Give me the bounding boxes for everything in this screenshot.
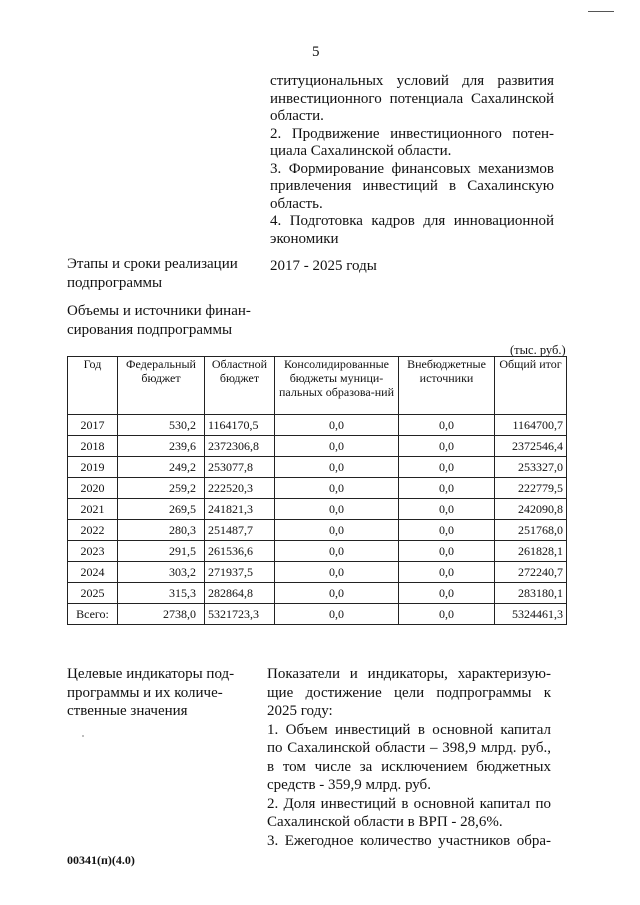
text-line: Показатели и индикаторы, характеризую-: [267, 666, 551, 682]
cell-municipal: 0,0: [275, 562, 399, 583]
cell-extrabudget: 0,0: [399, 436, 495, 457]
cell-year: 2022: [68, 520, 118, 541]
stages-label: [67, 255, 238, 292]
text-line: инвестиционного потенциала Сахалинской: [270, 90, 554, 107]
table-total-row: [68, 604, 567, 625]
label-line: Целевые индикаторы под-: [67, 666, 235, 682]
cell-regional: 251487,7: [205, 520, 275, 541]
table-row: [68, 583, 567, 604]
cell-municipal: 0,0: [275, 478, 399, 499]
text-line: привлечения инвестиций в Сахалинскую: [270, 178, 554, 194]
cell-total: 253327,0: [495, 457, 567, 478]
cell-extrabudget: 0,0: [399, 499, 495, 520]
cell-year: 2025: [68, 583, 118, 604]
header-municipal: Консолидированные бюджеты муници-пальных образова-ний: [275, 357, 399, 415]
text-line: 2025 году:: [267, 703, 333, 719]
cell-total: 242090,8: [495, 499, 567, 520]
indicators-label: [67, 665, 234, 721]
cell-municipal: 0,0: [275, 520, 399, 541]
cell-municipal: 0,0: [275, 436, 399, 457]
label-line: Этапы и сроки реализации: [67, 256, 238, 272]
cell-year: 2024: [68, 562, 118, 583]
cell-federal: 269,5: [118, 499, 205, 520]
table-row: [68, 541, 567, 562]
cell-regional: 222520,3: [205, 478, 275, 499]
cell-extrabudget: 0,0: [399, 541, 495, 562]
text-line: области.: [270, 108, 324, 124]
cell-total: 283180,1: [495, 583, 567, 604]
text-line: по Сахалинской области – 398,9 млрд. руб.,: [267, 740, 551, 756]
cell-federal: 303,2: [118, 562, 205, 583]
cell-extrabudget: 0,0: [399, 457, 495, 478]
text-line: область.: [270, 195, 323, 212]
cell-federal: 280,3: [118, 520, 205, 541]
corner-mark: [588, 11, 614, 12]
cell-regional: 261536,6: [205, 541, 275, 562]
table-row: [68, 520, 567, 541]
cell-extrabudget: 0,0: [399, 604, 495, 625]
cell-total: 2372546,4: [495, 436, 567, 457]
footer-code: 00341(п)(4.0): [67, 853, 135, 867]
cell-municipal: 0,0: [275, 457, 399, 478]
text-line: экономики: [270, 230, 339, 247]
cell-federal: 291,5: [118, 541, 205, 562]
text-line: 2. Доля инвестиций в основной капитал по: [267, 795, 551, 812]
cell-year: 2019: [68, 457, 118, 478]
text-line: ституциональных условий для развития: [270, 73, 554, 89]
cell-regional: 282864,8: [205, 583, 275, 604]
cell-total: 272240,7: [495, 562, 567, 583]
text-line: 3. Ежегодное количество участников обра-: [267, 832, 551, 849]
table-row: [68, 562, 567, 583]
text-line: в том числе за исключением бюджетных: [267, 758, 551, 775]
cell-federal: 530,2: [118, 415, 205, 436]
cell-federal: 239,6: [118, 436, 205, 457]
text-line: щие достижение цели подпрограммы к: [267, 684, 551, 701]
table-row: [68, 415, 567, 436]
text-line: 4. Подготовка кадров для инновационной: [270, 213, 554, 229]
cell-regional: 2372306,8: [205, 436, 275, 457]
cell-municipal: 0,0: [275, 604, 399, 625]
label-line: программы и их количе-: [67, 684, 223, 701]
text-line: средств - 359,9 млрд. руб.: [267, 777, 431, 793]
label-line: ственные значения: [67, 703, 188, 719]
cell-regional: 241821,3: [205, 499, 275, 520]
text-line: циала Сахалинской области.: [270, 143, 452, 159]
page-number: 5: [312, 44, 320, 60]
cell-year: 2017: [68, 415, 118, 436]
cell-total: 261828,1: [495, 541, 567, 562]
cell-total: 222779,5: [495, 478, 567, 499]
cell-year: 2018: [68, 436, 118, 457]
table-row: [68, 478, 567, 499]
cell-year: Всего:: [68, 604, 118, 625]
cell-regional: 271937,5: [205, 562, 275, 583]
cell-federal: 2738,0: [118, 604, 205, 625]
cell-municipal: 0,0: [275, 499, 399, 520]
label-line: подпрограммы: [67, 274, 163, 291]
header-year: Год: [68, 357, 118, 415]
header-regional: Областной бюджет: [205, 357, 275, 415]
header-federal: Федеральный бюджет: [118, 357, 205, 415]
cell-federal: 249,2: [118, 457, 205, 478]
table-row: [68, 499, 567, 520]
table-header-row: [68, 357, 567, 415]
label-line: сирования подпрограммы: [67, 321, 233, 338]
cell-year: 2023: [68, 541, 118, 562]
indicators-text: [267, 665, 551, 850]
funding-label: [67, 302, 251, 339]
scan-speck: [82, 735, 84, 737]
cell-extrabudget: 0,0: [399, 562, 495, 583]
cell-regional: 5321723,3: [205, 604, 275, 625]
cell-extrabudget: 0,0: [399, 415, 495, 436]
cell-extrabudget: 0,0: [399, 478, 495, 499]
table-row: [68, 436, 567, 457]
text-line: Сахалинской области в ВРП - 28,6%.: [267, 814, 503, 830]
units-note: (тыс. руб.): [510, 343, 566, 357]
goals-continuation: [270, 73, 554, 248]
text-line: 3. Формирование финансовых механизмов: [270, 160, 554, 177]
cell-year: 2021: [68, 499, 118, 520]
cell-total: 5324461,3: [495, 604, 567, 625]
cell-extrabudget: 0,0: [399, 520, 495, 541]
cell-total: 251768,0: [495, 520, 567, 541]
funding-table: [67, 356, 567, 625]
cell-year: 2020: [68, 478, 118, 499]
stages-value: 2017 - 2025 годы: [270, 258, 377, 274]
cell-extrabudget: 0,0: [399, 583, 495, 604]
cell-municipal: 0,0: [275, 541, 399, 562]
header-total: Общий итог: [495, 357, 567, 415]
header-extrabudget: Внебюджетные источники: [399, 357, 495, 415]
label-line: Объемы и источники финан-: [67, 303, 251, 319]
text-line: 2. Продвижение инвестиционного потен-: [270, 125, 554, 142]
cell-regional: 253077,8: [205, 457, 275, 478]
text-line: 1. Объем инвестиций в основной капитал: [267, 721, 551, 738]
cell-regional: 1164170,5: [205, 415, 275, 436]
cell-federal: 315,3: [118, 583, 205, 604]
cell-federal: 259,2: [118, 478, 205, 499]
cell-municipal: 0,0: [275, 415, 399, 436]
table-row: [68, 457, 567, 478]
cell-municipal: 0,0: [275, 583, 399, 604]
cell-total: 1164700,7: [495, 415, 567, 436]
